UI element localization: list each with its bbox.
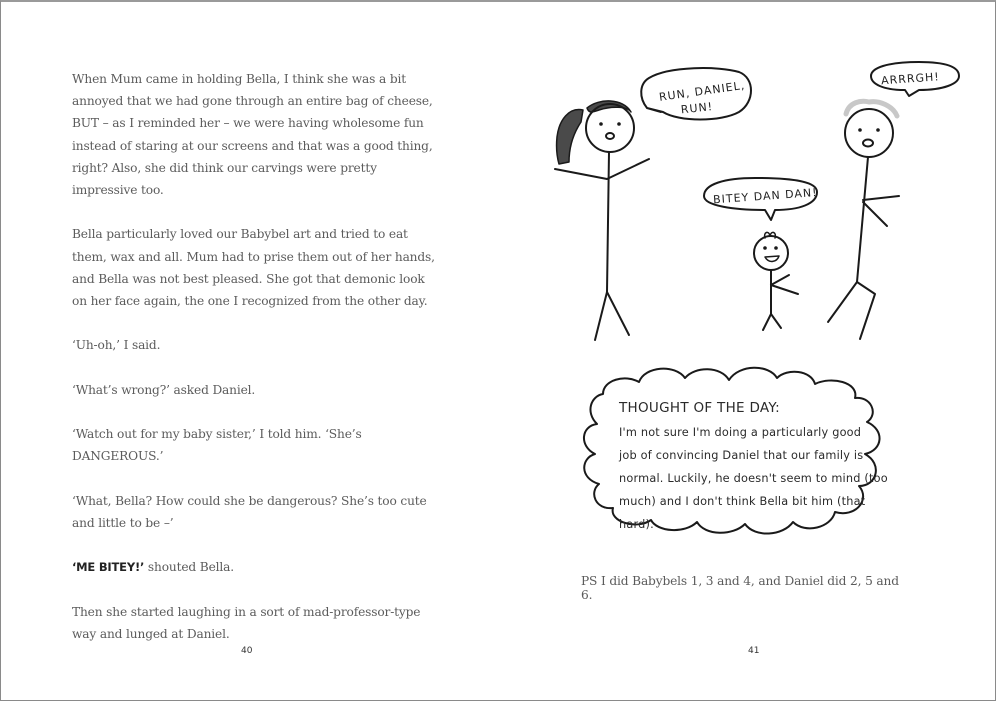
thought-body [619,421,909,536]
paragraph: ‘What, Bella? How could she be dangerous? She’s too cute and little to be –’ [72,493,427,530]
thought-line: hard). [619,518,654,531]
right-page [499,2,996,700]
paragraph: Bella particularly loved our Babybel art and tried to eat them, wax and all. Mum had to prise them out of her hands, and Bella was not best pleased. She got that demonic look on her face again, the one I recognized from the other day. [72,227,435,309]
bubble-boy-text: ARRRGH! [880,70,941,88]
page-number-left: 40 [241,646,253,656]
paragraph: ‘What’s wrong?’ asked Daniel. [72,382,256,397]
paragraph: Then she started laughing in a sort of mad-professor-type way and lunged at Daniel. [72,604,421,641]
thought-line: job of convincing Daniel that our family is [619,449,864,462]
shout-after-text: shouted Bella. [144,560,234,575]
left-page-text [72,68,442,667]
ps-note: PS I did Babybels 1, 3 and 4, and Daniel did 2, 5 and 6. [581,574,899,602]
paragraph: ‘Uh-oh,’ I said. [72,338,161,353]
thought-title: THOUGHT OF THE DAY: [619,400,781,416]
girl-figure [555,101,649,340]
bubble-baby-text: BITEY DAN DAN! [712,186,819,207]
ponytail [557,110,583,164]
baby-figure [754,232,798,330]
girl-head [586,104,634,152]
page-number-right: 41 [748,646,760,656]
paragraph: When Mum came in holding Bella, I think she was a bit annoyed that we had gone through an entire bag of cheese, BUT – as I reminded her – we were having wholesome fun instead of staring at our screens and that was a good thing, right? Also, she did think our carvings were pretty impressive too. [72,72,433,198]
paragraph: ‘Watch out for my baby sister,’ I told him. ‘She’s DANGEROUS.’ [72,427,362,464]
shout-text: ‘ME BITEY!’ [72,560,145,575]
boy-head [845,109,893,157]
thought-line: normal. Luckily, he doesn't seem to mind (too [619,472,888,485]
bubble-girl-text-line1: RUN, DANIEL, [658,78,746,104]
bubble-girl-text-line2: RUN! [680,100,714,117]
thought-of-the-day [619,400,909,536]
boy-figure [828,101,899,339]
left-page [1,2,499,700]
thought-line: I'm not sure I'm doing a particularly good [619,426,862,439]
paragraph-shout [72,556,442,578]
thought-line: much) and I don't think Bella bit him (that [619,495,866,508]
baby-head [754,236,788,270]
